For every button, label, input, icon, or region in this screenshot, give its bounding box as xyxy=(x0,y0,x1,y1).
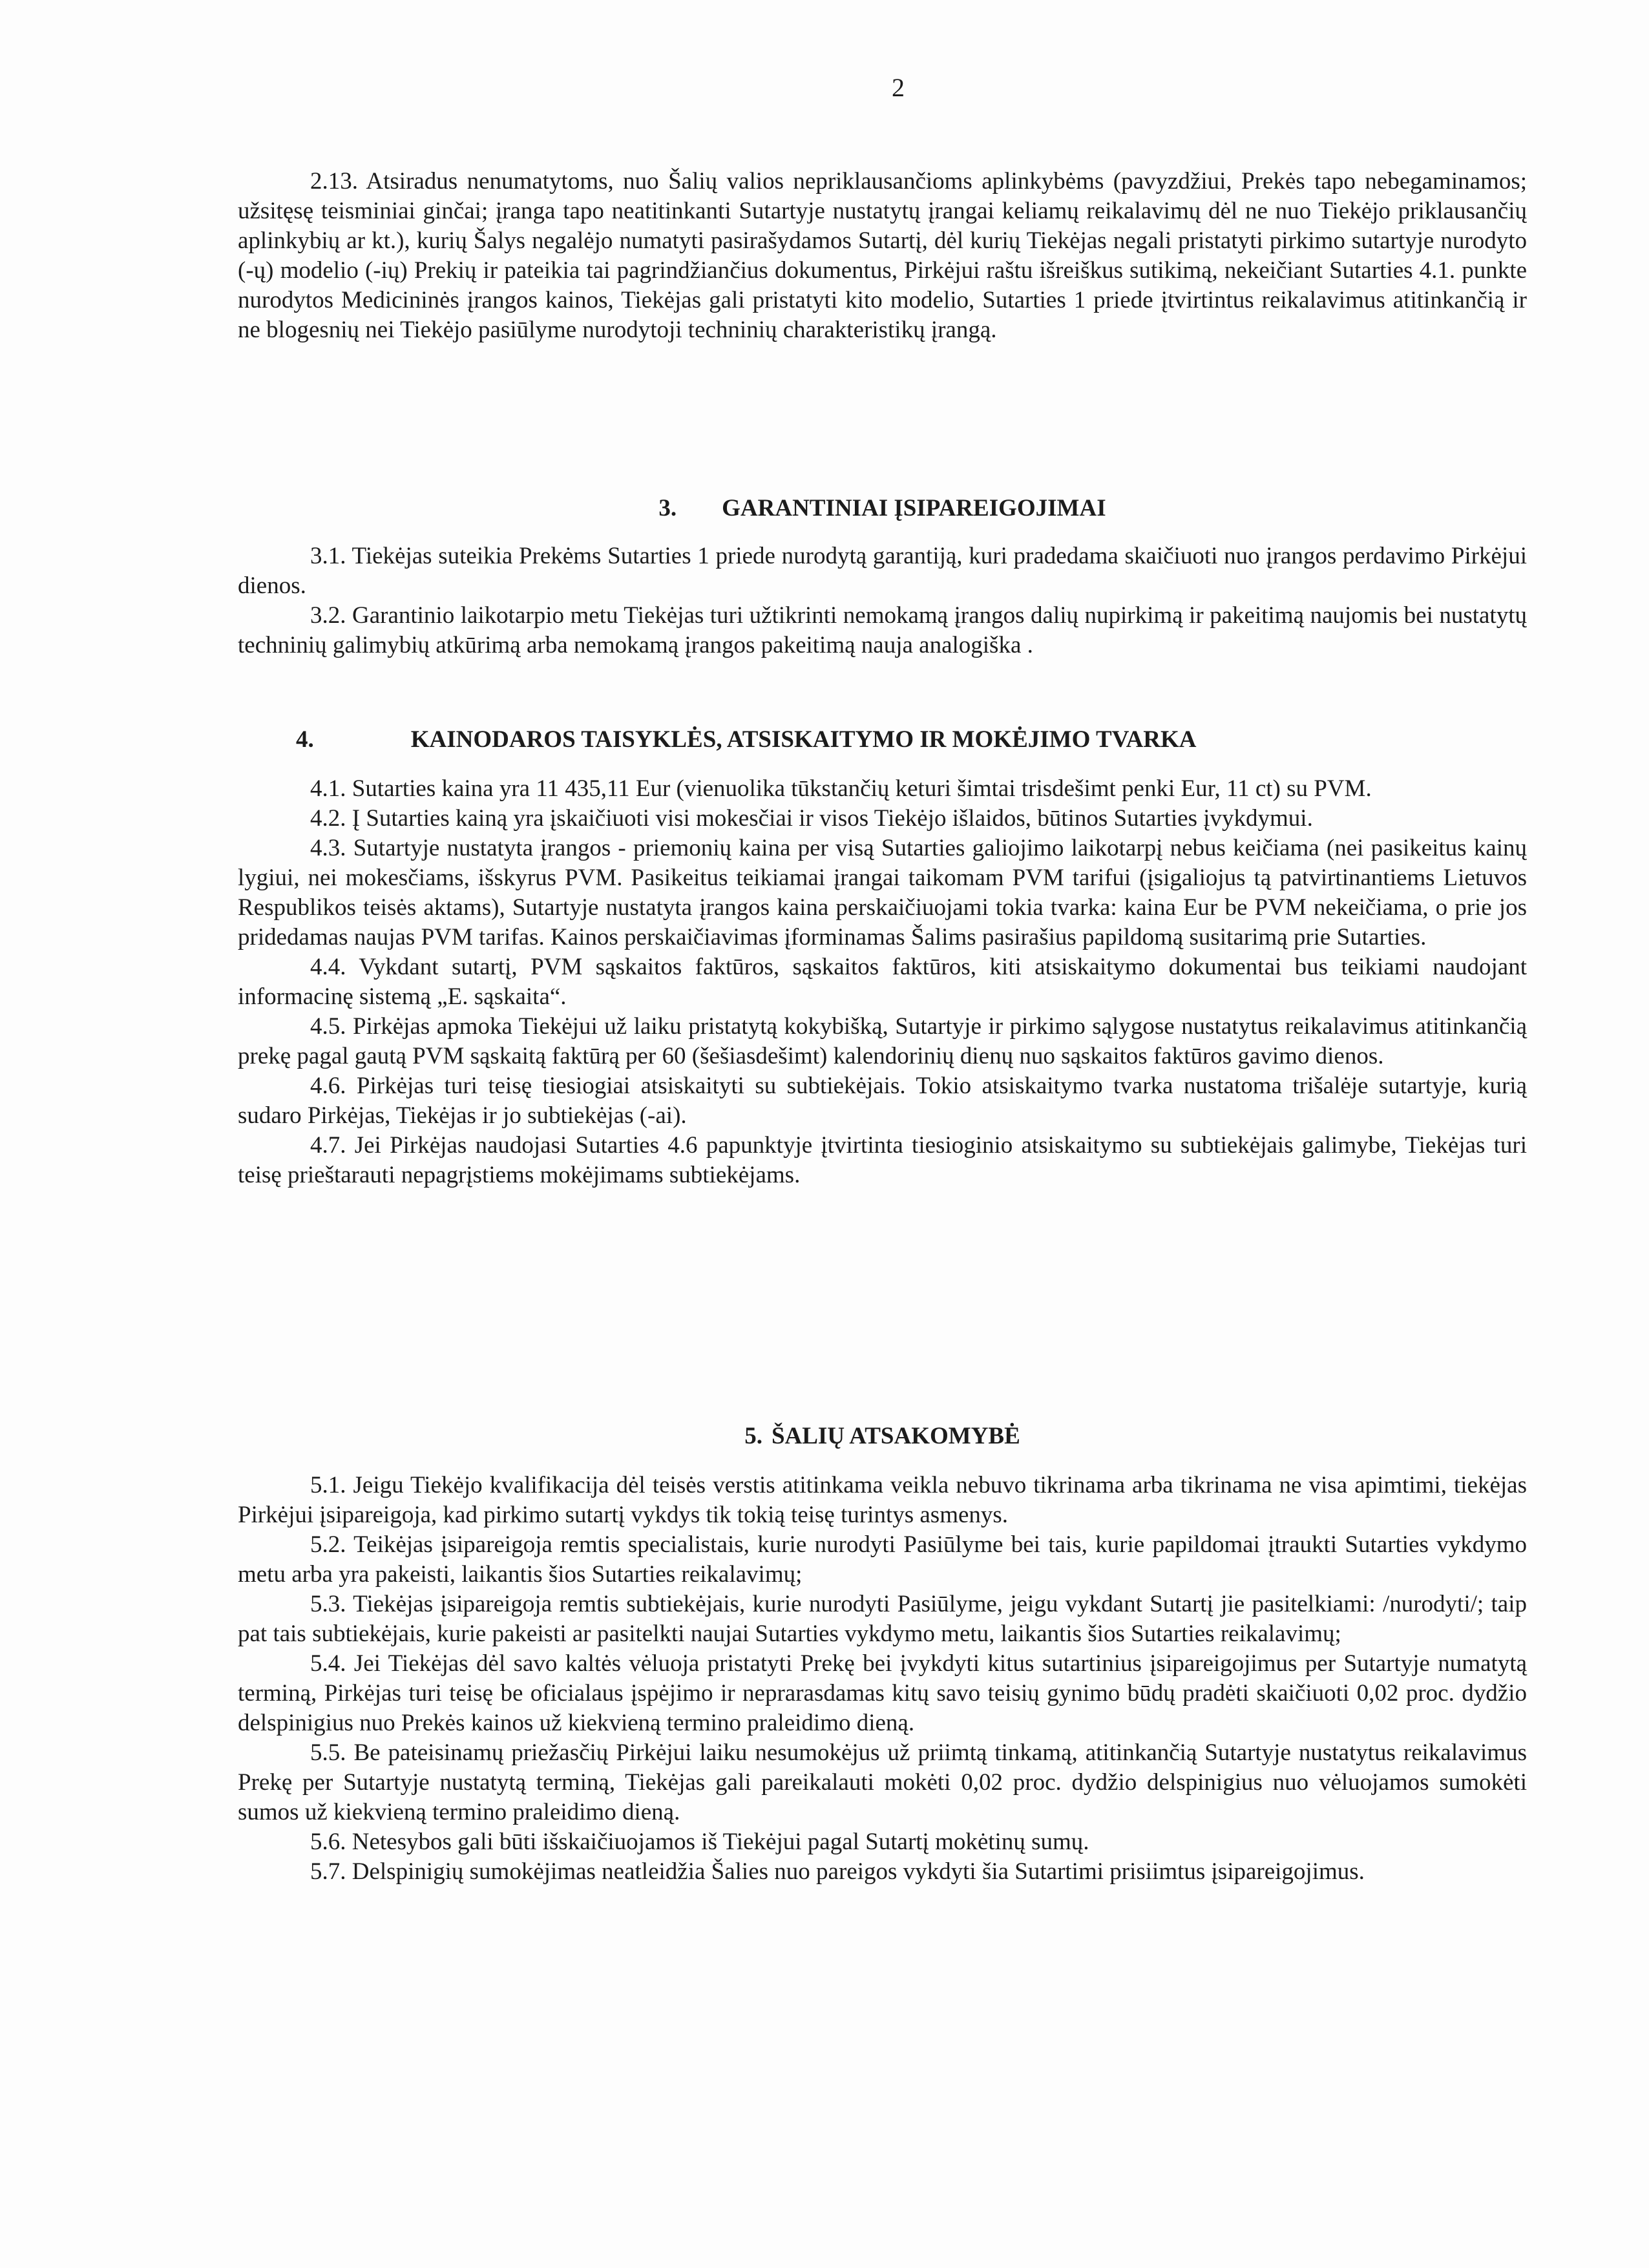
clause: 3.2. Garantinio laikotarpio metu Tiekėjas turi užtikrinti nemokamą įrangos dalių nupirkimą ir pakeitimą naujomis bei nustatytų techninių galimybių atkūrimą arba nemokamą įrangos pakeitimą nauja analogiška . xyxy=(238,602,1527,658)
clause: 5.3. Tiekėjas įsipareigoja remtis subtiekėjais, kurie nurodyti Pasiūlyme, jeigu vykdant Sutartį jie pasitelkiami: /nurodyti/; taip pat tais subtiekėjais, kurie pakeisti ar pasitelkti naujai Sutarties vykdymo metu, laikantis šios Sutarties reikalavimų; xyxy=(238,1591,1527,1647)
page-number: 2 xyxy=(892,73,905,102)
clause: 3.1. Tiekėjas suteikia Prekėms Sutarties 1 priede nurodytą garantiją, kuri pradedama skaičiuoti nuo įrangos perdavimo Pirkėjui dienos. xyxy=(238,543,1527,599)
section-heading xyxy=(238,1422,1527,1451)
clause: 4.2. Į Sutarties kainą yra įskaičiuoti visi mokesčiai ir visos Tiekėjo išlaidos, būtinos Sutarties įvykdymui. xyxy=(310,805,1313,832)
section-4 xyxy=(238,725,1527,1190)
clause-2-13: 2.13. Atsiradus nenumatytoms, nuo Šalių valios nepriklausančioms aplinkybėms (pavyzdžiui, Prekės tapo nebegaminamos; užsitęsę teisminiai ginčai; įranga tapo neatitinkanti Sutartyje nustatytų įrangai keliamų reikalavimų dėl ne nuo Tiekėjo priklausančių aplinkybių ar kt.), kurių Šalys negalėjo numatyti pasirašydamos Sutartį, dėl kurių Tiekėjas negali pristatyti pirkimo sutartyje nurodyto (-ų) modelio (-ių) Prekių ir pateikia tai pagrindžiančius dokumentus, Pirkėjui raštu išreiškus sutikimą, nekeičiant Sutarties 4.1. punkte nurodytos Medicininės įrangos kainos, Tiekėjas gali pristatyti kito modelio, Sutarties 1 priede įtvirtintus reikalavimus atitinkančią ir ne blogesnių nei Tiekėjo pasiūlyme nurodytoji techninių charakteristikų įrangą. xyxy=(238,168,1527,343)
clause: 4.4. Vykdant sutartį, PVM sąskaitos faktūros, sąskaitos faktūros, kiti atsiskaitymo dokumentai bus teikiami naudojant informacinę sistemą „E. sąskaita“. xyxy=(238,954,1527,1010)
section-heading xyxy=(238,725,1527,755)
clause: 5.7. Delspinigių sumokėjimas neatleidžia Šalies nuo pareigos vykdyti šia Sutartimi prisiimtus įsipareigojimus. xyxy=(310,1858,1365,1885)
clause: 4.7. Jei Pirkėjas naudojasi Sutarties 4.6 papunktyje įtvirtinta tiesioginio atsiskaitymo su subtiekėjais galimybe, Tiekėjas turi teisę prieštarauti nepagrįstiems mokėjimams subtiekėjams. xyxy=(238,1132,1527,1188)
clause-2-13-block xyxy=(238,167,1527,345)
section-title: GARANTINIAI ĮSIPAREIGOJIMAI xyxy=(722,495,1106,521)
clause: 5.1. Jeigu Tiekėjo kvalifikacija dėl teisės verstis atitinkama veikla nebuvo tikrinama arba tikrinama ne visa apimtimi, tiekėjas Pirkėjui įsipareigoja, kad pirkimo sutartį vykdys tik tokią teisę turintys asmenys. xyxy=(238,1472,1527,1528)
clause: 4.1. Sutarties kaina yra 11 435,11 Eur (vienuolika tūkstančių keturi šimtai trisdešimt penki Eur, 11 ct) su PVM. xyxy=(310,775,1372,802)
clause: 5.6. Netesybos gali būti išskaičiuojamos iš Tiekėjui pagal Sutartį mokėtinų sumų. xyxy=(310,1829,1089,1855)
clause: 5.2. Teikėjas įsipareigoja remtis specialistais, kurie nurodyti Pasiūlyme bei tais, kurie papildomai įtraukti Sutarties vykdymo metu arba yra pakeisti, laikantis šios Sutarties reikalavimų; xyxy=(238,1531,1527,1588)
section-3 xyxy=(238,494,1527,660)
clause: 4.3. Sutartyje nustatyta įrangos - priemonių kaina per visą Sutarties galiojimo laikotarpį nebus keičiama (nei pasikeitus kainų lygiui, nei mokesčiams, išskyrus PVM. Pasikeitus teikiamai įrangai taikomam PVM tarifui (įsigaliojus tą patvirtinantiems Lietuvos Respublikos teisės aktams), Sutartyje nustatyta įrangos kaina perskaičiuojami tokia tvarka: kaina Eur be PVM nekeičiama, o prie jos pridedamas naujas PVM tarifas. Kainos perskaičiavimas įforminamas Šalims pasirašius papildomą susitarimą prie Sutarties. xyxy=(238,835,1527,950)
clause: 4.5. Pirkėjas apmoka Tiekėjui už laiku pristatytą kokybišką, Sutartyje ir pirkimo sąlygose nustatytus reikalavimus atitinkančią prekę pagal gautą PVM sąskaitą faktūrą per 60 (šešiasdešimt) kalendorinių dienų nuo sąskaitos faktūros gavimo dienos. xyxy=(238,1013,1527,1069)
section-5 xyxy=(238,1422,1527,1887)
section-number: 5. xyxy=(744,1423,762,1449)
section-number: 4. xyxy=(296,726,314,753)
clause: 4.6. Pirkėjas turi teisę tiesiogiai atsiskaityti su subtiekėjais. Tokio atsiskaitymo tvarka nustatoma trišalėje sutartyje, kurią sudaro Pirkėjas, Tiekėjas ir jo subtiekėjas (-ai). xyxy=(238,1073,1527,1129)
clause: 5.4. Jei Tiekėjas dėl savo kaltės vėluoja pristatyti Prekę bei įvykdyti kitus sutartinius įsipareigojimus per Sutartyje numatytą terminą, Pirkėjas turi teisę be oficialaus įspėjimo ir neprarasdamas kitų savo teisių gynimo būdų pradėti skaičiuoti 0,02 proc. dydžio delspinigius nuo Prekės kainos už kiekvieną termino praleidimo dieną. xyxy=(238,1650,1527,1736)
section-heading xyxy=(238,494,1527,523)
clause: 5.5. Be pateisinamų priežasčių Pirkėjui laiku nesumokėjus už priimtą tinkamą, atitinkančią Sutartyje nustatytus reikalavimus Prekę per Sutartyje nustatytą terminą, Tiekėjas gali pareikalauti mokėti 0,02 proc. dydžio delspinigius nuo vėluojamos sumokėti sumos už kiekvieną termino praleidimo dieną. xyxy=(238,1739,1527,1825)
section-title: ŠALIŲ ATSAKOMYBĖ xyxy=(771,1423,1020,1449)
section-title: KAINODAROS TAISYKLĖS, ATSISKAITYMO IR MOKĖJIMO TVARKA xyxy=(410,726,1197,753)
section-number: 3. xyxy=(658,495,677,521)
